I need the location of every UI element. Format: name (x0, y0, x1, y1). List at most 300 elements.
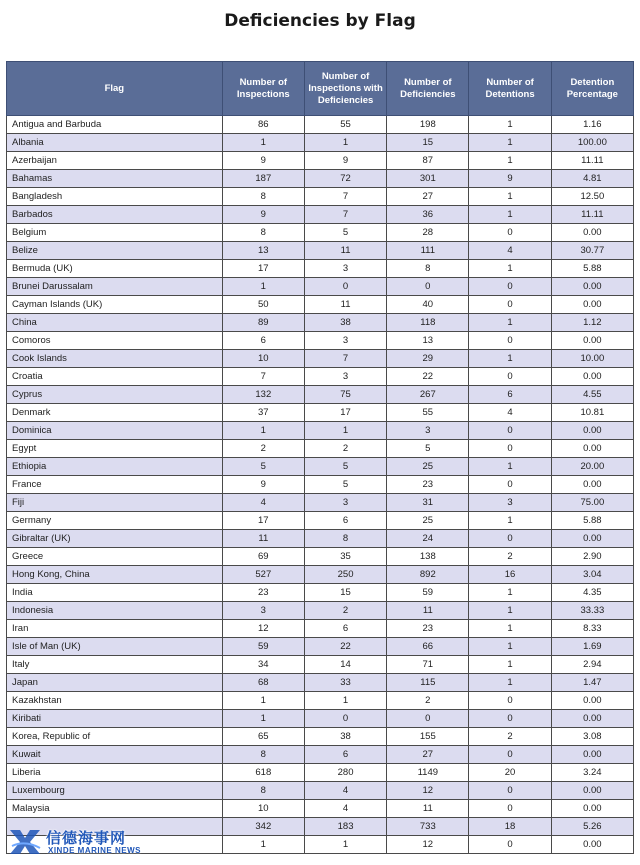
cell-detentions: 1 (469, 188, 551, 206)
cell-detentions: 4 (469, 404, 551, 422)
table-row (7, 692, 634, 710)
cell-deficiencies: 29 (387, 350, 469, 368)
cell-detention-percentage: 8.33 (551, 620, 633, 638)
cell-detentions: 0 (469, 296, 551, 314)
cell-inspections-with-deficiencies: 17 (304, 404, 386, 422)
cell-inspections: 12 (222, 620, 304, 638)
cell-detention-percentage: 3.04 (551, 566, 633, 584)
header-row (7, 62, 634, 116)
cell-inspections-with-deficiencies: 6 (304, 746, 386, 764)
cell-detention-percentage: 0.00 (551, 440, 633, 458)
cell-inspections: 10 (222, 350, 304, 368)
cell-inspections: 8 (222, 188, 304, 206)
cell-detentions: 1 (469, 602, 551, 620)
cell-detention-percentage: 0.00 (551, 710, 633, 728)
cell-inspections: 11 (222, 530, 304, 548)
cell-detentions: 0 (469, 530, 551, 548)
table-row (7, 350, 634, 368)
cell-flag: Hong Kong, China (7, 566, 223, 584)
cell-inspections: 8 (222, 746, 304, 764)
cell-detention-percentage: 4.35 (551, 584, 633, 602)
table-row (7, 548, 634, 566)
cell-deficiencies: 5 (387, 440, 469, 458)
cell-inspections-with-deficiencies: 5 (304, 224, 386, 242)
cell-detentions: 2 (469, 548, 551, 566)
cell-inspections-with-deficiencies: 38 (304, 728, 386, 746)
table-row (7, 800, 634, 818)
cell-flag: Belgium (7, 224, 223, 242)
cell-inspections: 9 (222, 152, 304, 170)
table-row (7, 332, 634, 350)
cell-detentions: 16 (469, 566, 551, 584)
cell-flag: Cook Islands (7, 350, 223, 368)
cell-deficiencies: 115 (387, 674, 469, 692)
cell-detentions: 1 (469, 314, 551, 332)
cell-detentions: 1 (469, 620, 551, 638)
cell-deficiencies: 59 (387, 584, 469, 602)
table-row (7, 566, 634, 584)
cell-inspections: 13 (222, 242, 304, 260)
cell-detention-percentage: 0.00 (551, 224, 633, 242)
cell-detentions: 0 (469, 332, 551, 350)
cell-inspections-with-deficiencies: 6 (304, 512, 386, 530)
cell-inspections-with-deficiencies: 4 (304, 800, 386, 818)
table-row (7, 584, 634, 602)
cell-inspections-with-deficiencies: 11 (304, 296, 386, 314)
cell-deficiencies: 27 (387, 188, 469, 206)
cell-inspections: 6 (222, 332, 304, 350)
cell-deficiencies: 13 (387, 332, 469, 350)
cell-detentions: 1 (469, 134, 551, 152)
cell-inspections-with-deficiencies: 33 (304, 674, 386, 692)
table-row (7, 782, 634, 800)
header-flag: Flag (7, 62, 223, 116)
cell-inspections: 1 (222, 422, 304, 440)
cell-deficiencies: 0 (387, 710, 469, 728)
cell-deficiencies: 25 (387, 512, 469, 530)
cell-detentions: 0 (469, 476, 551, 494)
cell-detention-percentage: 0.00 (551, 476, 633, 494)
cell-deficiencies: 36 (387, 206, 469, 224)
cell-flag: Bermuda (UK) (7, 260, 223, 278)
cell-inspections: 2 (222, 440, 304, 458)
cell-inspections-with-deficiencies: 14 (304, 656, 386, 674)
cell-deficiencies: 198 (387, 116, 469, 134)
table-row (7, 314, 634, 332)
table-row (7, 278, 634, 296)
cell-inspections-with-deficiencies: 0 (304, 278, 386, 296)
cell-flag: Albania (7, 134, 223, 152)
cell-inspections: 4 (222, 494, 304, 512)
cell-detention-percentage: 5.88 (551, 512, 633, 530)
cell-flag: Isle of Man (UK) (7, 638, 223, 656)
cell-deficiencies: 28 (387, 224, 469, 242)
cell-detentions: 18 (469, 818, 551, 836)
cell-inspections-with-deficiencies: 250 (304, 566, 386, 584)
table-row (7, 422, 634, 440)
cell-inspections-with-deficiencies: 55 (304, 116, 386, 134)
cell-detentions: 1 (469, 512, 551, 530)
cell-flag: Barbados (7, 206, 223, 224)
table-row (7, 494, 634, 512)
cell-inspections-with-deficiencies: 7 (304, 350, 386, 368)
cell-deficiencies: 25 (387, 458, 469, 476)
table-row (7, 242, 634, 260)
cell-deficiencies: 11 (387, 602, 469, 620)
watermark-chinese: 信德海事网 (46, 829, 127, 847)
table-row (7, 386, 634, 404)
cell-inspections: 9 (222, 476, 304, 494)
table-row (7, 206, 634, 224)
table-row (7, 368, 634, 386)
cell-inspections-with-deficiencies: 3 (304, 332, 386, 350)
cell-flag: Kiribati (7, 710, 223, 728)
cell-detentions: 0 (469, 800, 551, 818)
cell-detentions: 1 (469, 458, 551, 476)
cell-deficiencies: 12 (387, 836, 469, 854)
cell-inspections: 1 (222, 278, 304, 296)
header-detentions: Number of Detentions (469, 62, 551, 116)
table-row (7, 620, 634, 638)
cell-deficiencies: 11 (387, 800, 469, 818)
cell-detentions: 1 (469, 260, 551, 278)
cell-flag: Korea, Republic of (7, 728, 223, 746)
cell-inspections: 8 (222, 224, 304, 242)
cell-inspections-with-deficiencies: 1 (304, 134, 386, 152)
cell-inspections: 132 (222, 386, 304, 404)
cell-detention-percentage: 4.81 (551, 170, 633, 188)
cell-flag: Germany (7, 512, 223, 530)
cell-flag: Croatia (7, 368, 223, 386)
cell-detentions: 3 (469, 494, 551, 512)
cell-flag: Brunei Darussalam (7, 278, 223, 296)
cell-detentions: 0 (469, 746, 551, 764)
table-row (7, 638, 634, 656)
cell-flag: Comoros (7, 332, 223, 350)
cell-inspections-with-deficiencies: 9 (304, 152, 386, 170)
table-row (7, 188, 634, 206)
cell-detention-percentage: 1.47 (551, 674, 633, 692)
cell-inspections-with-deficiencies: 6 (304, 620, 386, 638)
cell-detention-percentage: 4.55 (551, 386, 633, 404)
table-row (7, 296, 634, 314)
cell-detention-percentage: 0.00 (551, 836, 633, 854)
cell-inspections-with-deficiencies: 2 (304, 602, 386, 620)
cell-deficiencies: 155 (387, 728, 469, 746)
cell-flag: Bangladesh (7, 188, 223, 206)
table-body (7, 116, 634, 854)
cell-detentions: 2 (469, 728, 551, 746)
cell-inspections-with-deficiencies: 7 (304, 188, 386, 206)
cell-flag: Luxembourg (7, 782, 223, 800)
cell-deficiencies: 267 (387, 386, 469, 404)
cell-deficiencies: 301 (387, 170, 469, 188)
cell-detention-percentage: 30.77 (551, 242, 633, 260)
cell-detention-percentage: 3.08 (551, 728, 633, 746)
cell-inspections: 8 (222, 782, 304, 800)
cell-detentions: 0 (469, 368, 551, 386)
cell-inspections: 23 (222, 584, 304, 602)
cell-inspections-with-deficiencies: 183 (304, 818, 386, 836)
cell-detention-percentage: 33.33 (551, 602, 633, 620)
cell-inspections-with-deficiencies: 35 (304, 548, 386, 566)
cell-inspections-with-deficiencies: 75 (304, 386, 386, 404)
cell-inspections-with-deficiencies: 3 (304, 494, 386, 512)
cell-detention-percentage: 0.00 (551, 296, 633, 314)
cell-deficiencies: 138 (387, 548, 469, 566)
cell-flag: Malaysia (7, 800, 223, 818)
cell-detentions: 9 (469, 170, 551, 188)
cell-inspections: 342 (222, 818, 304, 836)
cell-inspections: 69 (222, 548, 304, 566)
cell-inspections: 65 (222, 728, 304, 746)
table-row (7, 260, 634, 278)
cell-detentions: 0 (469, 836, 551, 854)
cell-flag: Fiji (7, 494, 223, 512)
cell-flag: Egypt (7, 440, 223, 458)
table-row (7, 512, 634, 530)
cell-detentions: 0 (469, 710, 551, 728)
cell-deficiencies: 23 (387, 620, 469, 638)
cell-deficiencies: 22 (387, 368, 469, 386)
cell-inspections: 17 (222, 512, 304, 530)
cell-deficiencies: 12 (387, 782, 469, 800)
cell-detentions: 1 (469, 116, 551, 134)
cell-inspections: 17 (222, 260, 304, 278)
header-detention-percentage: Detention Percentage (551, 62, 633, 116)
table-row (7, 674, 634, 692)
cell-deficiencies: 1149 (387, 764, 469, 782)
cell-deficiencies: 23 (387, 476, 469, 494)
table-row (7, 764, 634, 782)
cell-inspections: 1 (222, 134, 304, 152)
cell-flag: Kuwait (7, 746, 223, 764)
cell-flag: Japan (7, 674, 223, 692)
table-row (7, 728, 634, 746)
cell-inspections: 89 (222, 314, 304, 332)
cell-detention-percentage: 10.00 (551, 350, 633, 368)
cell-inspections-with-deficiencies: 3 (304, 260, 386, 278)
cell-flag: Cayman Islands (UK) (7, 296, 223, 314)
cell-detention-percentage: 0.00 (551, 368, 633, 386)
cell-inspections: 618 (222, 764, 304, 782)
cell-inspections: 187 (222, 170, 304, 188)
cell-detention-percentage: 1.16 (551, 116, 633, 134)
cell-flag (7, 836, 223, 854)
cell-detention-percentage: 11.11 (551, 152, 633, 170)
cell-detention-percentage: 0.00 (551, 782, 633, 800)
cell-deficiencies: 40 (387, 296, 469, 314)
cell-inspections-with-deficiencies: 0 (304, 710, 386, 728)
cell-detention-percentage: 0.00 (551, 332, 633, 350)
cell-inspections: 37 (222, 404, 304, 422)
cell-inspections-with-deficiencies: 2 (304, 440, 386, 458)
header-inspections: Number of Inspections (222, 62, 304, 116)
cell-detention-percentage: 2.90 (551, 548, 633, 566)
cell-detention-percentage: 20.00 (551, 458, 633, 476)
cell-inspections: 59 (222, 638, 304, 656)
watermark-english: XINDE MARINE NEWS (48, 846, 141, 855)
cell-detention-percentage: 0.00 (551, 422, 633, 440)
cell-flag: Italy (7, 656, 223, 674)
cell-inspections-with-deficiencies: 15 (304, 584, 386, 602)
table-row (7, 404, 634, 422)
cell-deficiencies: 15 (387, 134, 469, 152)
cell-detention-percentage: 11.11 (551, 206, 633, 224)
cell-detention-percentage: 1.69 (551, 638, 633, 656)
cell-detention-percentage: 0.00 (551, 692, 633, 710)
header-inspections-with-deficiencies: Number of Inspections with Deficiencies (304, 62, 386, 116)
cell-detentions: 1 (469, 152, 551, 170)
header-deficiencies: Number of Deficiencies (387, 62, 469, 116)
cell-deficiencies: 87 (387, 152, 469, 170)
table-row (7, 656, 634, 674)
page-title: Deficiencies by Flag (224, 11, 416, 31)
cell-detentions: 1 (469, 638, 551, 656)
table-header (7, 62, 634, 116)
cell-flag: Antigua and Barbuda (7, 116, 223, 134)
cell-flag: India (7, 584, 223, 602)
cell-flag: Gibraltar (UK) (7, 530, 223, 548)
cell-inspections: 86 (222, 116, 304, 134)
cell-detention-percentage: 0.00 (551, 278, 633, 296)
cell-detention-percentage: 1.12 (551, 314, 633, 332)
cell-detention-percentage: 0.00 (551, 800, 633, 818)
cell-inspections-with-deficiencies: 1 (304, 692, 386, 710)
table-row (7, 818, 634, 836)
cell-detentions: 0 (469, 422, 551, 440)
cell-flag: Kazakhstan (7, 692, 223, 710)
cell-detentions: 0 (469, 692, 551, 710)
cell-inspections-with-deficiencies: 22 (304, 638, 386, 656)
cell-detention-percentage: 5.26 (551, 818, 633, 836)
cell-inspections-with-deficiencies: 5 (304, 458, 386, 476)
table-row (7, 602, 634, 620)
table-row (7, 170, 634, 188)
table-row (7, 836, 634, 854)
cell-detention-percentage: 75.00 (551, 494, 633, 512)
cell-inspections: 34 (222, 656, 304, 674)
cell-flag: Indonesia (7, 602, 223, 620)
table-row (7, 476, 634, 494)
cell-inspections-with-deficiencies: 3 (304, 368, 386, 386)
cell-flag (7, 818, 223, 836)
cell-inspections-with-deficiencies: 1 (304, 422, 386, 440)
cell-inspections: 7 (222, 368, 304, 386)
cell-inspections: 3 (222, 602, 304, 620)
cell-detention-percentage: 0.00 (551, 746, 633, 764)
cell-inspections: 9 (222, 206, 304, 224)
cell-inspections-with-deficiencies: 38 (304, 314, 386, 332)
table-row (7, 116, 634, 134)
cell-detentions: 1 (469, 584, 551, 602)
table-row (7, 710, 634, 728)
cell-flag: France (7, 476, 223, 494)
cell-detentions: 1 (469, 206, 551, 224)
cell-inspections: 10 (222, 800, 304, 818)
cell-deficiencies: 71 (387, 656, 469, 674)
table-row (7, 224, 634, 242)
cell-flag: Belize (7, 242, 223, 260)
cell-detentions: 1 (469, 350, 551, 368)
cell-deficiencies: 0 (387, 278, 469, 296)
cell-detentions: 1 (469, 674, 551, 692)
cell-detention-percentage: 5.88 (551, 260, 633, 278)
cell-detentions: 0 (469, 224, 551, 242)
cell-detentions: 0 (469, 440, 551, 458)
cell-inspections-with-deficiencies: 72 (304, 170, 386, 188)
cell-inspections-with-deficiencies: 7 (304, 206, 386, 224)
cell-flag: Liberia (7, 764, 223, 782)
cell-detentions: 1 (469, 656, 551, 674)
cell-deficiencies: 8 (387, 260, 469, 278)
cell-flag: Cyprus (7, 386, 223, 404)
table-row (7, 458, 634, 476)
cell-detention-percentage: 3.24 (551, 764, 633, 782)
cell-flag: Bahamas (7, 170, 223, 188)
table-row (7, 440, 634, 458)
cell-flag: China (7, 314, 223, 332)
cell-detention-percentage: 10.81 (551, 404, 633, 422)
cell-detention-percentage: 12.50 (551, 188, 633, 206)
cell-inspections: 1 (222, 710, 304, 728)
cell-inspections-with-deficiencies: 1 (304, 836, 386, 854)
deficiencies-table (6, 61, 634, 854)
table-row (7, 134, 634, 152)
cell-deficiencies: 892 (387, 566, 469, 584)
cell-flag: Ethiopia (7, 458, 223, 476)
cell-deficiencies: 111 (387, 242, 469, 260)
cell-inspections-with-deficiencies: 5 (304, 476, 386, 494)
cell-flag: Iran (7, 620, 223, 638)
cell-detentions: 4 (469, 242, 551, 260)
cell-inspections: 1 (222, 836, 304, 854)
cell-detentions: 6 (469, 386, 551, 404)
cell-inspections-with-deficiencies: 8 (304, 530, 386, 548)
cell-flag: Dominica (7, 422, 223, 440)
cell-deficiencies: 733 (387, 818, 469, 836)
table-row (7, 530, 634, 548)
cell-detention-percentage: 2.94 (551, 656, 633, 674)
cell-deficiencies: 118 (387, 314, 469, 332)
cell-inspections-with-deficiencies: 280 (304, 764, 386, 782)
cell-flag: Azerbaijan (7, 152, 223, 170)
cell-flag: Greece (7, 548, 223, 566)
cell-detentions: 0 (469, 782, 551, 800)
cell-deficiencies: 3 (387, 422, 469, 440)
table-row (7, 746, 634, 764)
cell-deficiencies: 55 (387, 404, 469, 422)
cell-inspections: 527 (222, 566, 304, 584)
cell-inspections: 68 (222, 674, 304, 692)
cell-deficiencies: 24 (387, 530, 469, 548)
cell-detention-percentage: 0.00 (551, 530, 633, 548)
cell-inspections-with-deficiencies: 11 (304, 242, 386, 260)
cell-deficiencies: 27 (387, 746, 469, 764)
cell-detentions: 0 (469, 278, 551, 296)
table-row (7, 152, 634, 170)
cell-detention-percentage: 100.00 (551, 134, 633, 152)
cell-deficiencies: 66 (387, 638, 469, 656)
cell-inspections-with-deficiencies: 4 (304, 782, 386, 800)
cell-inspections: 50 (222, 296, 304, 314)
cell-flag: Denmark (7, 404, 223, 422)
cell-inspections: 5 (222, 458, 304, 476)
cell-detentions: 20 (469, 764, 551, 782)
cell-deficiencies: 2 (387, 692, 469, 710)
cell-deficiencies: 31 (387, 494, 469, 512)
cell-inspections: 1 (222, 692, 304, 710)
